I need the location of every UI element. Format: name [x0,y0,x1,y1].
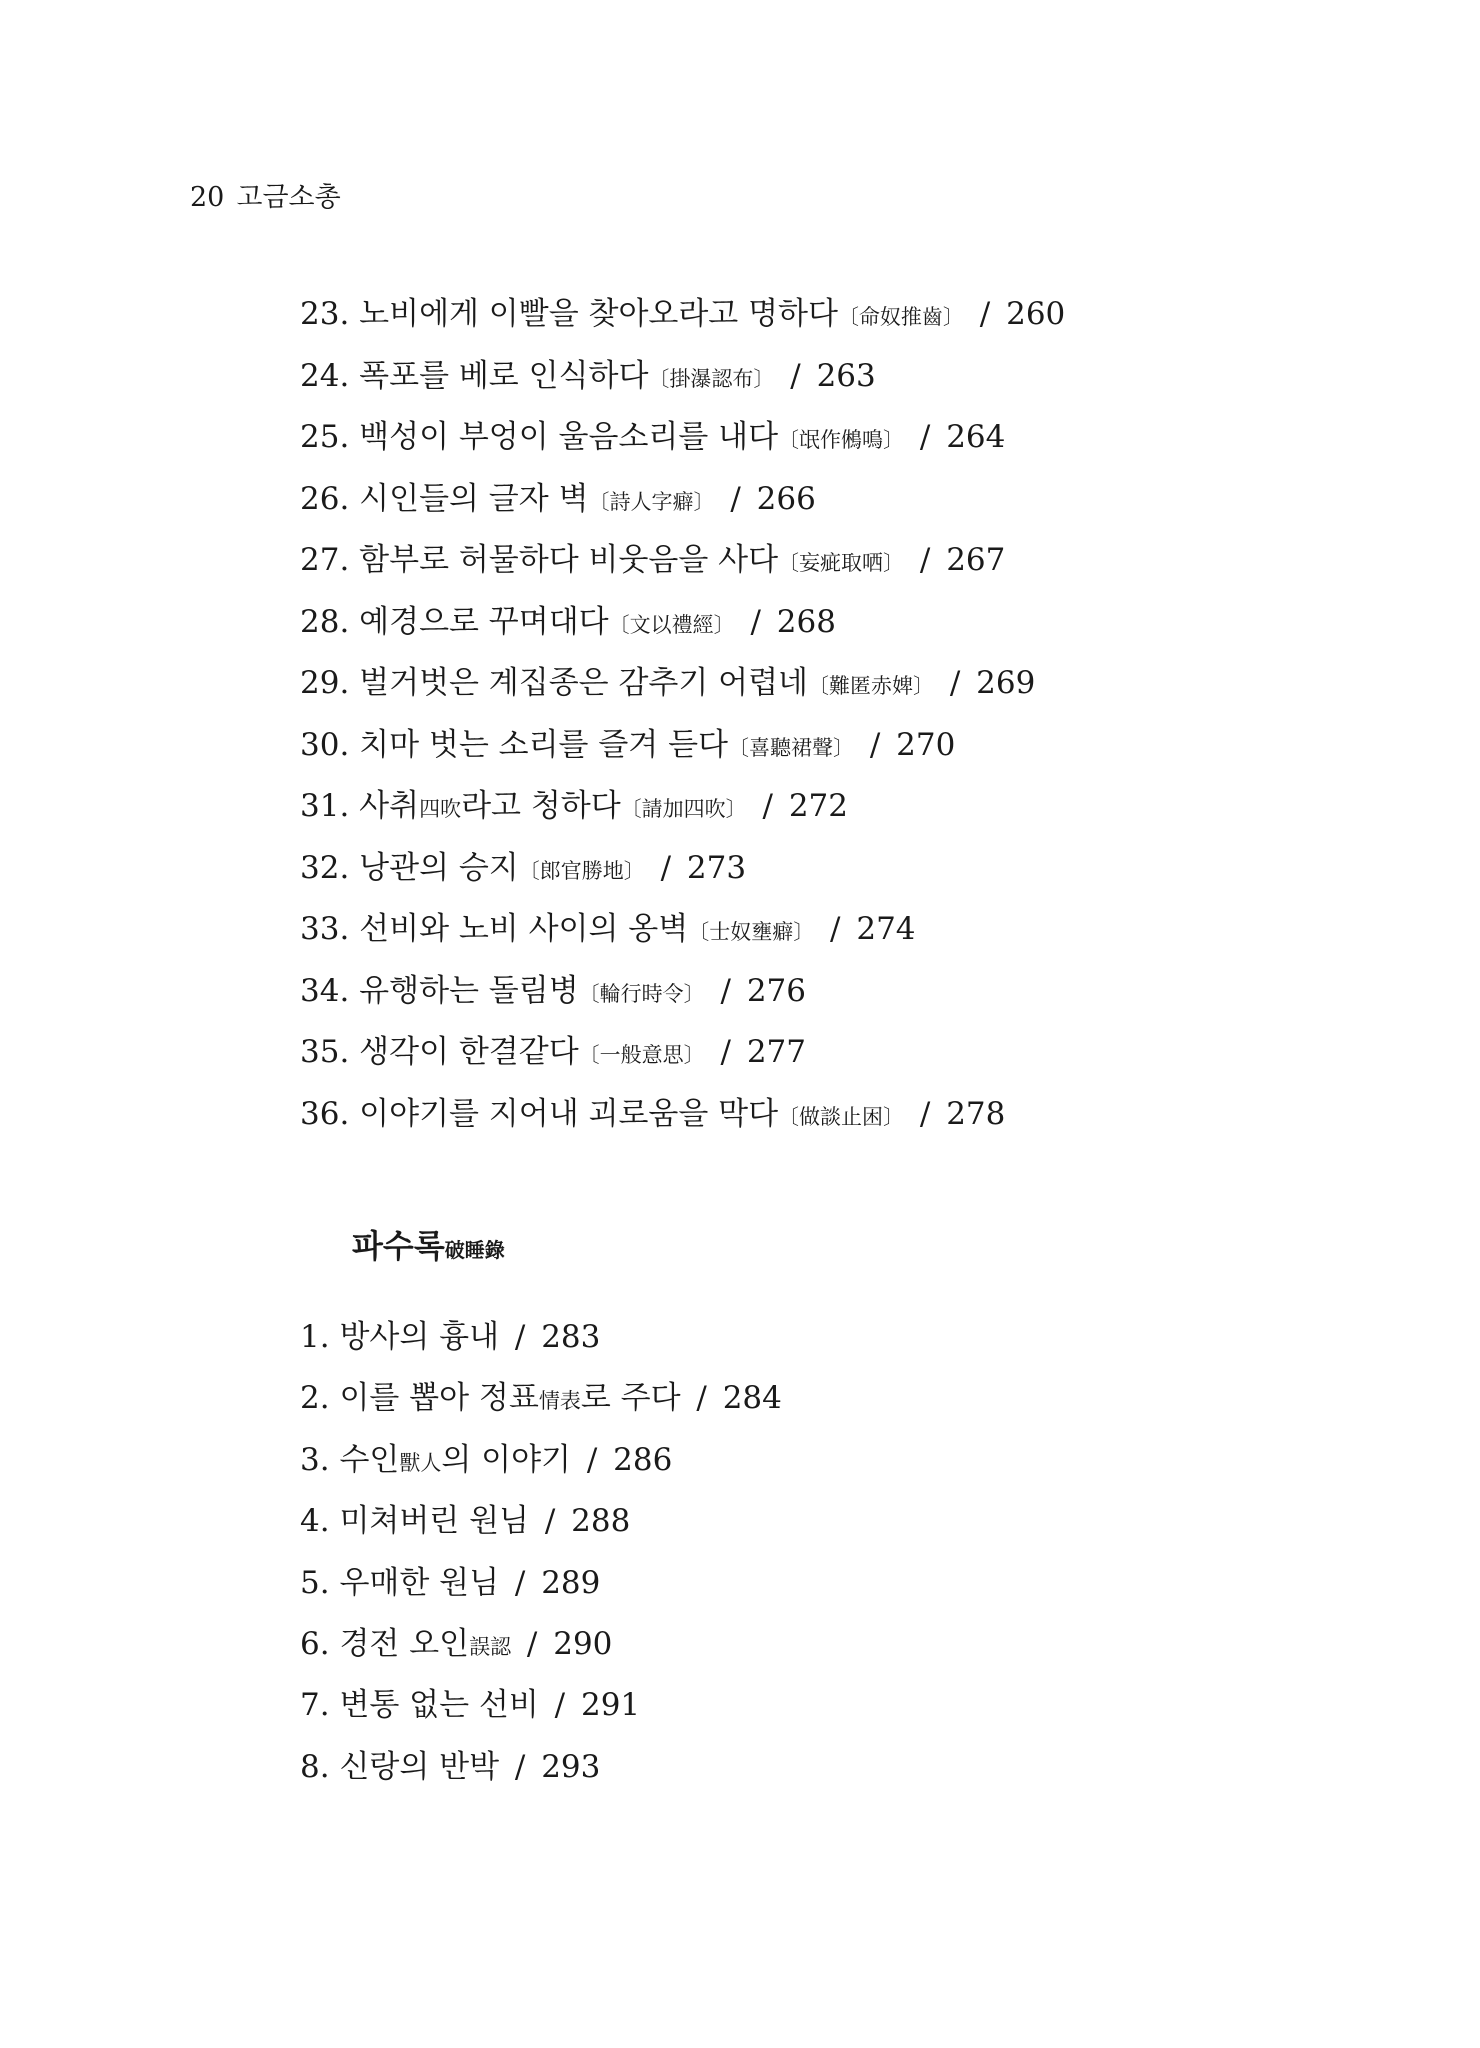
page-separator: / [910,419,941,455]
entry-number: 27. [300,542,350,578]
entry-page: 289 [541,1564,601,1601]
entry-title-hanja: 誤認 [469,1634,512,1659]
entry-title: 미쳐버린 원님 [339,1503,529,1540]
entry-page: 266 [756,480,816,517]
page-separator: / [517,1625,548,1662]
entry-hanja: 〔妄疵取哂〕 [778,551,905,575]
entry-page: 260 [1006,296,1066,332]
entry-hanja: 〔命奴推齒〕 [837,305,964,329]
toc-entry [300,538,1065,600]
entry-hanja: 〔喜聽裙聲〕 [728,735,854,760]
entry-title: 사취 [359,788,420,824]
entry-page: 264 [946,419,1006,455]
page-separator: / [686,1380,717,1417]
entry-number: 35. [300,1034,350,1070]
page-number: 20 [190,182,225,213]
toc-entry [300,1499,782,1560]
entry-number: 6. [300,1625,330,1662]
entry-number: 28. [300,603,350,640]
entry-page: 293 [541,1748,601,1785]
entry-hanja: 〔難匿赤婢〕 [807,674,934,698]
page-separator: / [752,788,783,824]
entry-number: 2. [300,1380,330,1417]
entry-page: 273 [686,849,747,886]
entry-page: 290 [553,1625,613,1662]
entry-title: 변통 없는 선비 [339,1687,539,1724]
entry-page: 267 [946,542,1006,578]
page-separator: / [910,1095,941,1132]
entry-title: 경전 오인 [339,1625,470,1662]
toc-entry [300,600,1065,662]
toc-entry [300,969,1065,1031]
book-title: 고금소총 [236,182,341,213]
entry-title: 치마 벗는 소리를 즐겨 듣다 [359,726,728,763]
entry-number: 30. [300,726,350,763]
entry-page: 269 [976,665,1036,701]
entry-page: 277 [746,1034,806,1070]
entry-page: 286 [613,1441,673,1478]
entry-page: 263 [816,357,876,394]
entry-title: 낭관의 승지 [359,849,519,886]
toc-entry [300,1438,782,1499]
entry-page: 274 [856,911,916,947]
running-head [190,178,341,218]
toc-entry [300,784,1065,846]
toc-entry [300,1030,1065,1092]
toc-entry [300,846,1065,908]
toc-entry [300,1315,782,1376]
entry-title: 생각이 한결같다 [359,1034,579,1070]
toc-entry [300,723,1065,785]
entry-page: 270 [896,726,956,763]
entry-hanja: 〔做談止困〕 [778,1104,905,1129]
entry-title: 시인들의 글자 벽 [359,480,589,517]
page-separator: / [969,296,1001,332]
entry-page: 284 [722,1380,782,1417]
entry-title: 함부로 허물하다 비웃음을 사다 [359,542,779,578]
section-title [352,1224,505,1272]
toc-entry [300,1745,782,1806]
entry-title: 유행하는 돌림병 [359,972,579,1009]
section-title-text: 파수록 [352,1227,445,1265]
toc-entry [300,415,1065,477]
entry-title: 예경으로 꾸며대다 [359,603,609,640]
entry-page: 283 [541,1319,601,1355]
entry-title: 이를 뽑아 정표 [339,1380,539,1417]
entry-hanja: 〔士奴壅癖〕 [688,920,815,944]
toc-entry [300,1092,1065,1154]
entry-number: 23. [300,296,350,332]
entry-title: 이야기를 지어내 괴로움을 막다 [359,1095,779,1132]
entry-hanja: 〔郎官勝地〕 [518,858,645,883]
toc-entry [300,354,1065,416]
entry-title: 방사의 흉내 [339,1319,500,1355]
entry-page: 291 [580,1687,641,1724]
entry-title: 수인 [339,1441,400,1478]
toc-entry [300,661,1065,723]
page-separator: / [910,542,941,578]
entry-page: 276 [746,972,806,1009]
entry-title-rest: 로 주다 [580,1380,681,1417]
page-separator: / [534,1503,566,1540]
entry-hanja: 〔請加四吹〕 [620,797,747,821]
entry-hanja: 〔掛瀑認布〕 [648,366,775,391]
entry-hanja: 〔氓作鵂鳴〕 [778,428,905,452]
entry-number: 25. [300,419,350,455]
toc-entry [300,907,1065,969]
entry-number: 5. [300,1564,330,1601]
entry-title-rest: 라고 청하다 [461,788,621,824]
entry-number: 7. [300,1687,330,1724]
toc-entry [300,292,1065,354]
entry-title: 선비와 노비 사이의 옹벽 [359,911,689,947]
toc-entry [300,1622,782,1683]
entry-number: 4. [300,1503,330,1540]
entry-title: 우매한 원님 [339,1564,500,1601]
entry-title: 폭포를 베로 인식하다 [359,357,649,394]
page-separator: / [860,726,891,763]
entry-number: 1. [300,1319,330,1355]
toc-entry [300,477,1065,539]
entry-number: 26. [300,480,350,517]
toc-entry [300,1561,782,1622]
entry-title: 백성이 부엉이 울음소리를 내다 [359,419,779,455]
entry-hanja: 〔輪行時令〕 [578,981,705,1006]
entry-number: 24. [300,357,350,394]
entry-title: 노비에게 이빨을 찾아오라고 명하다 [359,296,838,332]
page-separator: / [650,849,681,886]
entry-page: 272 [788,788,848,824]
toc-entry [300,1376,782,1437]
page-separator: / [820,911,851,947]
entry-number: 32. [300,849,350,886]
page-separator: / [780,357,811,394]
entry-number: 3. [300,1441,330,1478]
entry-number: 33. [300,911,350,947]
page-separator: / [939,665,971,701]
entry-page: 268 [776,603,836,640]
entry-hanja: 〔一般意思〕 [578,1043,705,1067]
entry-number: 29. [300,665,350,701]
toc-list-part1 [300,292,1065,1153]
entry-title: 벌거벗은 계집종은 감추기 어렵네 [359,665,808,701]
page-separator: / [720,480,751,517]
entry-number: 36. [300,1095,350,1132]
page-separator: / [740,603,771,640]
entry-title: 신랑의 반박 [339,1748,500,1785]
entry-title-rest: 의 이야기 [441,1441,571,1478]
entry-number: 34. [300,972,350,1009]
page-separator: / [505,1564,536,1601]
page-separator: / [710,1034,741,1070]
entry-number: 8. [300,1748,330,1785]
entry-hanja: 〔詩人字癖〕 [588,489,715,514]
entry-title-hanja: 獸人 [399,1450,442,1475]
section-title-hanja: 破睡錄 [444,1238,505,1262]
entry-hanja: 〔文以禮經〕 [608,612,735,637]
page-separator: / [544,1687,575,1724]
toc-entry [300,1683,782,1744]
toc-list-part2 [300,1315,782,1806]
page-separator: / [576,1441,608,1478]
page-separator: / [505,1748,536,1785]
entry-page: 278 [946,1095,1006,1132]
entry-title-hanja: 情表 [538,1389,581,1414]
entry-number: 31. [300,788,350,824]
page-separator: / [505,1319,536,1355]
entry-page: 288 [571,1503,631,1540]
entry-title-hanja: 四吹 [419,797,462,821]
page-separator: / [710,972,741,1009]
